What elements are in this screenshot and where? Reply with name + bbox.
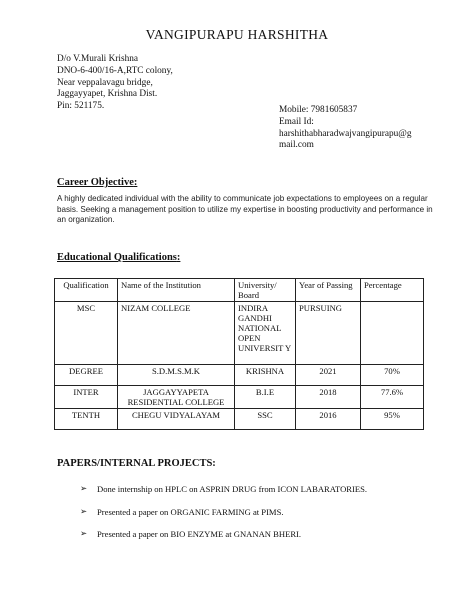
email-address-line2[interactable]: mail.com — [279, 140, 314, 151]
address-line: D/o V.Murali Krishna — [57, 54, 139, 64]
cell-university-board: INDIRA GANDHI NATIONAL OPEN UNIVERSIT Y — [235, 302, 296, 365]
address-line: Pin: 521175. — [57, 101, 105, 112]
table-row — [55, 365, 424, 386]
mobile-number: Mobile: 7981605837 — [279, 105, 358, 115]
header-university-board: University/ Board — [235, 279, 296, 302]
header-qualification: Qualification — [55, 279, 118, 302]
candidate-name: VANGIPURAPU HARSHITHA — [145, 27, 329, 42]
cell-qualification: TENTH — [55, 409, 118, 430]
education-table — [54, 278, 424, 430]
cell-institution: NIZAM COLLEGE — [118, 302, 235, 365]
project-text: Done internship on HPLC on ASPRIN DRUG from ICON LABARATORIES. — [97, 484, 368, 494]
address-line: Jaggayyapet, Krishna Dist. — [57, 89, 158, 100]
table-row — [55, 386, 424, 409]
cell-qualification: MSC — [55, 302, 118, 365]
project-text: Presented a paper on BIO ENZYME at GNANAN BHERI. — [97, 529, 302, 539]
email-address-line1[interactable]: harshithabharadwajvangipurapu@g — [279, 128, 412, 139]
header-percentage: Percentage — [361, 279, 424, 302]
cell-institution: JAGGAYYAPETA RESIDENTIAL COLLEGE — [118, 386, 235, 409]
contact-block — [279, 105, 449, 152]
cell-institution: S.D.M.S.M.K — [118, 365, 235, 386]
email-label: Email Id: — [279, 116, 314, 127]
cell-year-of-passing: 2018 — [296, 386, 361, 409]
address-line: Near veppalavagu bridge, — [57, 77, 153, 88]
cell-year-of-passing: 2021 — [296, 365, 361, 386]
arrow-bullet-icon: ➢ — [80, 506, 88, 517]
cell-percentage: 70% — [361, 365, 424, 386]
cell-year-of-passing: 2016 — [296, 409, 361, 430]
table-row — [55, 302, 424, 365]
cell-percentage: 77.6% — [361, 386, 424, 409]
objective-text: A highly dedicated individual with the ability to communicate job expectations to employees on a regular basis. Seeking a management position to utilize my expertise in boosting productivity and performance in an organization. — [57, 194, 433, 225]
cell-university-board: SSC — [235, 409, 296, 430]
objective-heading-colon: : — [133, 177, 138, 188]
header-institution: Name of the Institution — [118, 279, 235, 302]
address-block — [57, 54, 173, 113]
cell-year-of-passing: PURSUING — [296, 302, 361, 365]
arrow-bullet-icon: ➢ — [80, 484, 88, 494]
education-heading-colon: : — [176, 252, 181, 263]
table-row — [55, 409, 424, 430]
table-header-row — [55, 279, 424, 302]
address-line: DNO-6-400/16-A,RTC colony, — [57, 65, 173, 76]
education-heading-wrap — [57, 247, 180, 265]
cell-percentage: 95% — [361, 409, 424, 430]
projects-heading: PAPERS/INTERNAL PROJECTS: — [57, 458, 216, 469]
cell-qualification: DEGREE — [55, 365, 118, 386]
header-year-of-passing: Year of Passing — [296, 279, 361, 302]
objective-heading: Career Objective — [57, 177, 134, 188]
education-heading: Educational Qualifications — [57, 252, 177, 263]
arrow-bullet-icon: ➢ — [80, 529, 88, 539]
cell-qualification: INTER — [55, 386, 118, 409]
cell-university-board: B.I.E — [235, 386, 296, 409]
cell-institution: CHEGU VIDYALAYAM — [118, 409, 235, 430]
cell-university-board: KRISHNA — [235, 365, 296, 386]
objective-heading-wrap — [57, 172, 137, 190]
cell-percentage — [361, 302, 424, 365]
project-text: Presented a paper on ORGANIC FARMING at PIMS. — [97, 506, 284, 517]
